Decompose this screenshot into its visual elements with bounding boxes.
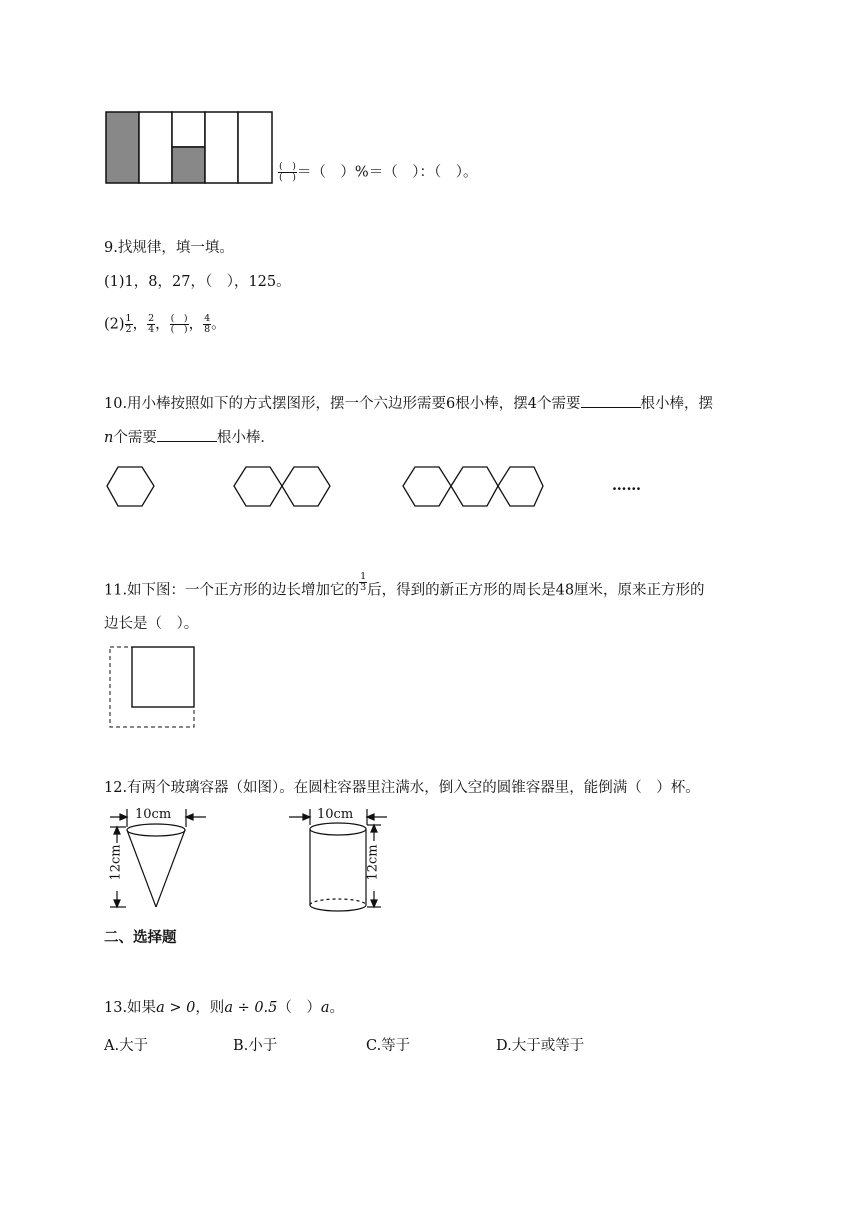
q9-fraction-2 xyxy=(147,314,155,335)
q10-line2 xyxy=(104,427,275,448)
q9-end: 。 xyxy=(211,316,226,333)
q13-expression: a ÷ 0.5 xyxy=(224,1000,278,1016)
q9-f4-den: 8 xyxy=(204,324,211,335)
cylinder-width-label: 10cm xyxy=(317,807,354,822)
q13-end: 。 xyxy=(329,1000,345,1016)
q13-option-b[interactable]: B.小于 xyxy=(233,1038,278,1054)
q11-line1 xyxy=(104,571,705,601)
q13-text-a: 13.如果 xyxy=(104,1000,157,1016)
q9-sep-2: ， xyxy=(155,316,170,333)
q10-answer-blank-1[interactable] xyxy=(581,393,641,408)
q11-line2: 边长是（ ）。 xyxy=(104,616,199,632)
section-title-choice: 二、选择题 xyxy=(104,929,177,946)
q13-option-a[interactable]: A.大于 xyxy=(104,1038,149,1054)
q9-f4-num: 4 xyxy=(204,313,211,324)
q10-text-a: 10.用小棒按照如下的方式摆图形，摆一个六边形需要6根小棒，摆4个需要 xyxy=(104,396,581,412)
q10-answer-blank-2[interactable] xyxy=(157,427,217,442)
fraction-bar-figure xyxy=(105,111,275,185)
q10-text-b: 根小棒，摆 xyxy=(640,396,714,412)
q10-line1 xyxy=(104,393,713,414)
q8-fraction-denominator: ( ) xyxy=(279,172,296,183)
hexagon-3c xyxy=(498,467,543,506)
q11-frac-num: 1 xyxy=(360,571,367,582)
hexagon-2a xyxy=(234,467,282,506)
q13-option-c[interactable]: C.等于 xyxy=(366,1038,411,1054)
q10-ellipsis: …… xyxy=(612,477,641,494)
q9-sep-1: ， xyxy=(132,316,148,333)
q13-condition: a > 0 xyxy=(156,1000,196,1016)
q9-f3-den: ( ) xyxy=(170,324,188,335)
q13-text-b: ，则 xyxy=(195,1000,225,1016)
hexagon-1 xyxy=(107,467,154,506)
q13-option-d[interactable]: D.大于或等于 xyxy=(496,1038,585,1054)
q9-f3-num: ( ) xyxy=(170,313,188,324)
q9-fraction-3 xyxy=(170,314,189,335)
q13-var: a xyxy=(320,1000,330,1016)
q9-f2-num: 2 xyxy=(148,313,155,324)
q8-fraction xyxy=(278,162,297,183)
q11-fraction xyxy=(359,572,367,593)
q9-sep-3: ， xyxy=(188,316,204,333)
q10-text-c: 个需要 xyxy=(113,430,157,446)
q9-fraction-4 xyxy=(203,314,211,335)
q10-text-d: 根小棒． xyxy=(216,430,275,446)
hexagon-sequence-figure xyxy=(100,460,660,516)
q11-frac-den: 3 xyxy=(360,582,367,593)
q8-expression-line xyxy=(278,162,477,183)
q9-title: 9.找规律，填一填。 xyxy=(104,240,234,256)
q8-expression: ＝（ ）%＝（ ）：（ ）。 xyxy=(296,164,478,181)
cone-width-label: 10cm xyxy=(135,807,172,822)
q8-fraction-numerator: ( ) xyxy=(279,161,296,172)
q12-text: 12.有两个玻璃容器（如图）。在圆柱容器里注满水，倒入空的圆锥容器里，能倒满（ ）杯。 xyxy=(104,780,700,796)
q11-text-a: 11.如下图：一个正方形的边长增加它的 xyxy=(104,582,360,599)
q9-f1-den: 2 xyxy=(125,324,132,335)
hexagon-3b xyxy=(451,467,498,506)
cylinder-height-label: 12cm xyxy=(365,844,381,881)
q10-var-n: n xyxy=(104,430,114,446)
cone-height-label: 12cm xyxy=(108,844,124,881)
q9-f1-num: 1 xyxy=(125,313,132,324)
q9-fraction-1 xyxy=(125,314,133,335)
q13-line xyxy=(104,998,344,1018)
q9-line1: (1)1，8，27，（ ），125。 xyxy=(104,274,291,290)
q9-line2 xyxy=(104,314,226,335)
q13-blank: （ ） xyxy=(277,1000,321,1016)
q11-text-b: 后，得到的新正方形的周长是48厘米，原来正方形的 xyxy=(367,582,705,599)
q9-f2-den: 4 xyxy=(148,324,155,335)
q9-line2-prefix: (2) xyxy=(104,316,125,333)
square-enlarge-figure xyxy=(108,645,198,730)
hexagon-2b xyxy=(282,467,330,506)
hexagon-3a xyxy=(403,467,451,506)
